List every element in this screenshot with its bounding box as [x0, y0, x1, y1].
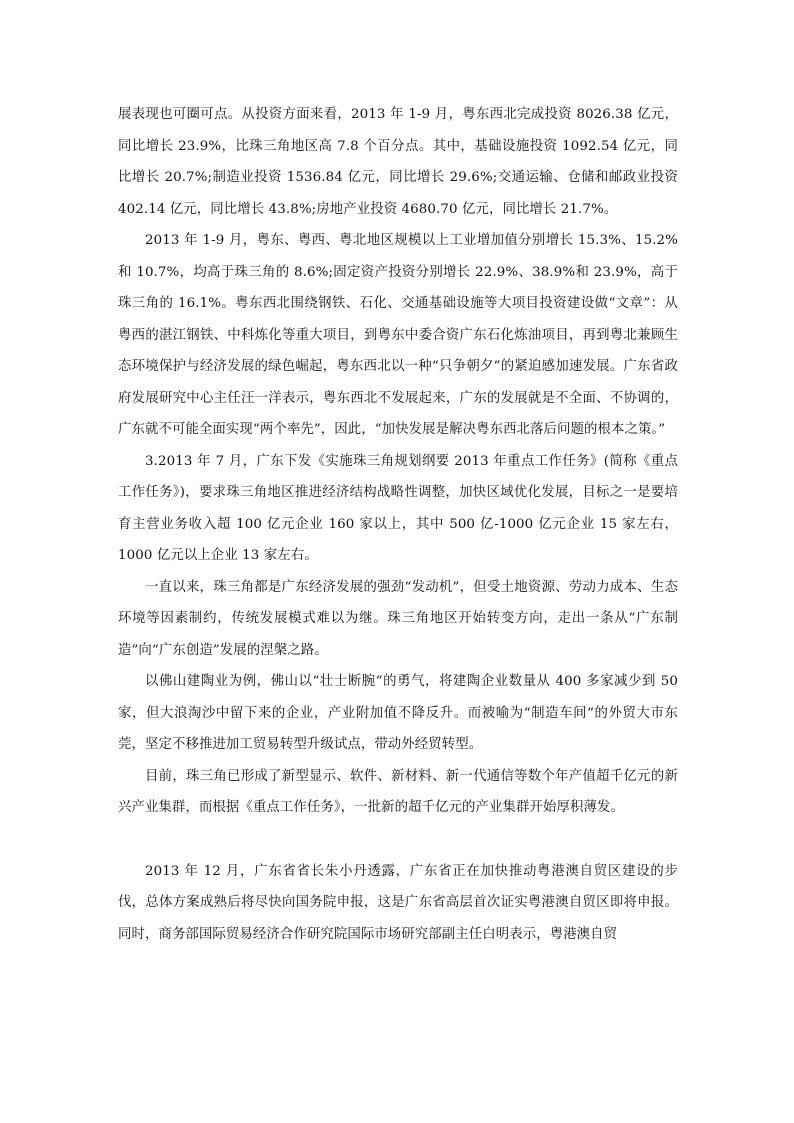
- paragraph-transformation: 一直以来，珠三角都是广东经济发展的强劲“发动机”，但受土地资源、劳动力成本、生态环境等因素制约，传统发展模式难以为继。珠三角地区开始转变方向，走出一条从“广东制造”向“广东创造”发展的涅槃之路。: [118, 579, 678, 658]
- paragraph-regional-growth: 2013 年 1-9 月，粤东、粤西、粤北地区规模以上工业增加值分别增长 15.3%、15.2% 和 10.7%，均高于珠三角的 8.6%;固定资产投资分别增长 22.9%、38.9%和 23.9%，高于珠三角的 16.1%。粤东西北围绕钢铁、石化、交通基础设施等大项目投资建设做“文章”：从粤西的湛江钢铁、中科炼化等重大项目，到粤东中委合资广东石化炼油项目，再到粤北兼顾生态环境保护与经济发展的绿色崛起，粤东西北以一种“只争朝夕”的紧迫感加速发展。广东省政府发展研究中心主任汪一洋表示，粤东西北不发展起来，广东的发展就是不全面、不协调的，广东就不可能全面实现“两个率先”，因此，“加快发展是解决粤东西北落后问题的根本之策。”: [118, 233, 678, 437]
- paragraph-spacer: [118, 824, 678, 856]
- paragraph-key-tasks: 3.2013 年 7 月，广东下发《实施珠三角规划纲要 2013 年重点工作任务》(简称《重点工作任务》)，要求珠三角地区推进经济结构战略性调整，加快区域优化发展，目标之一是要培育主营业务收入超 100 亿元企业 160 家以上，其中 500 亿-1000 亿元企业 15 家左右，1000 亿元以上企业 13 家左右。: [118, 453, 678, 563]
- paragraph-industry-clusters: 目前，珠三角已形成了新型显示、软件、新材料、新一代通信等数个年产值超千亿元的新兴产业集群，而根据《重点工作任务》，一批新的超千亿元的产业集群开始厚积薄发。: [118, 768, 678, 815]
- document-page: [118, 99, 678, 950]
- paragraph-foshan-example: 以佛山建陶业为例，佛山以“壮士断腕”的勇气，将建陶企业数量从 400 多家减少到 50 家，但大浪淘沙中留下来的企业，产业附加值不降反升。而被喻为“制造车间”的外贸大市东莞，坚定不移推进加工贸易转型升级试点，带动外经贸转型。: [118, 674, 678, 752]
- paragraph-investment-overview: 展表现也可圈可点。从投资方面来看，2013 年 1-9 月，粤东西北完成投资 8026.38 亿元，同比增长 23.9%，比珠三角地区高 7.8 个百分点。其中，基础设施投资 1092.54 亿元，同比增长 20.7%;制造业投资 1536.84 亿元，同比增长 29.6%;交通运输、仓储和邮政业投资 402.14 亿元，同比增长 43.8%;房地产业投资 4680.70 亿元，同比增长 21.7%。: [118, 107, 678, 217]
- paragraph-free-trade-zone: 2013 年 12 月，广东省省长朱小丹透露，广东省正在加快推动粤港澳自贸区建设的步伐，总体方案成熟后将尽快向国务院申报，这是广东省高层首次证实粤港澳自贸区即将申报。同时，商务部国际贸易经济合作研究院国际市场研究部副主任白明表示，粤港澳自贸: [118, 863, 678, 942]
